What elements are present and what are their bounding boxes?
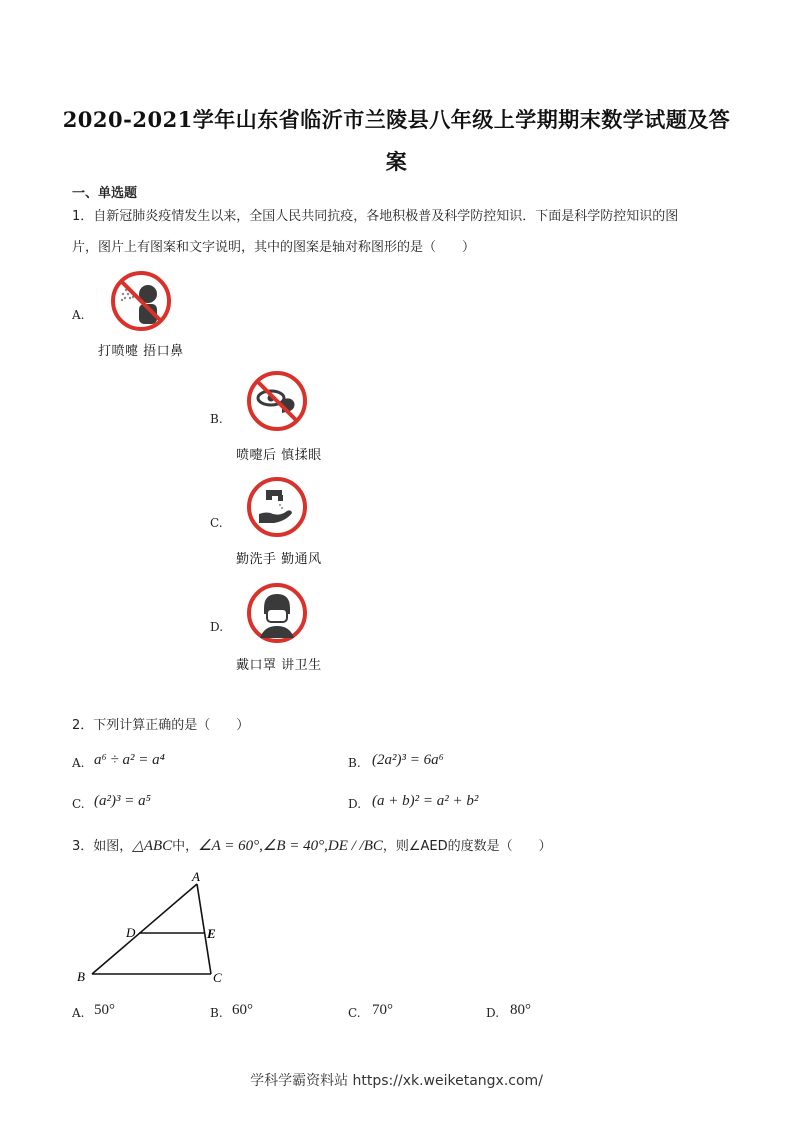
q1-option-d-caption: 戴口罩 讲卫生 — [236, 658, 322, 673]
q3-option-c-value: 70° — [372, 1002, 393, 1018]
q3-option-d-label: D. — [486, 1006, 500, 1020]
q2-option-d-expr: (a + b)² = a² + b² — [372, 793, 479, 809]
section-heading: 一、单选题 — [72, 186, 138, 201]
label-e: E — [207, 926, 216, 941]
q3-suffix: ，则∠AED的度数是（ ） — [382, 839, 552, 854]
label-a: A — [192, 869, 200, 884]
q2-option-d-label: D. — [348, 797, 362, 811]
q3-triangle-figure — [72, 866, 232, 990]
label-c: C — [213, 970, 222, 985]
q2-option-c-label: C. — [72, 797, 85, 811]
q2-option-b-expr: (2a²)³ = 6a⁶ — [372, 752, 444, 768]
q2-option-b-label: B. — [348, 756, 361, 770]
q3-option-c-label: C. — [348, 1006, 361, 1020]
q3-triangle: △ABC — [132, 838, 173, 854]
wear-mask-icon — [244, 580, 310, 650]
q1-option-d-label: D. — [210, 620, 224, 634]
sneeze-cover-icon — [108, 268, 174, 338]
q1-option-b-label: B. — [210, 412, 223, 426]
wash-hands-icon — [244, 474, 310, 544]
q1-option-c-caption: 勤洗手 勤通风 — [236, 552, 322, 567]
q3-option-b-value: 60° — [232, 1002, 253, 1018]
q1-text-line2: 片，图片上有图案和文字说明，其中的图案是轴对称图形的是（ ） — [72, 240, 476, 255]
page-title: 2020-2021学年山东省临沂市兰陵县八年级上学期期末数学试题及答 — [62, 107, 731, 132]
q3-text — [72, 836, 552, 857]
q2-option-c-expr: (a²)³ = a⁵ — [94, 793, 151, 809]
q3-prefix: 3．如图， — [72, 839, 133, 854]
label-d: D — [126, 925, 136, 940]
q3-option-a-label: A. — [72, 1006, 85, 1020]
q1-option-b-caption: 喷嚏后 慎揉眼 — [236, 448, 322, 463]
q3-middle: 中， — [172, 839, 199, 854]
footer-watermark: 学科学霸资料站 https://xk.weiketangx.com/ — [250, 1073, 543, 1089]
q3-condition: ∠A = 60°,∠B = 40°,DE / /BC — [198, 838, 383, 854]
q2-text: 2．下列计算正确的是（ ） — [72, 718, 250, 733]
q1-text-line1: 1．自新冠肺炎疫情发生以来，全国人民共同抗疫，各地积极普及科学防控知识．下面是科学防控知识的图 — [72, 209, 679, 224]
q3-option-a-value: 50° — [94, 1002, 115, 1018]
q1-option-a-label: A. — [72, 308, 85, 322]
side-ab — [92, 884, 197, 974]
page-title-continued: 案 — [385, 149, 408, 174]
q2-option-a-expr: a⁶ ÷ a² = a⁴ — [94, 752, 165, 768]
q3-option-d-value: 80° — [510, 1002, 531, 1018]
q3-option-b-label: B. — [210, 1006, 223, 1020]
q2-option-a-label: A. — [72, 756, 85, 770]
q1-option-c-label: C. — [210, 516, 223, 530]
q1-option-a-caption: 打喷嚏 捂口鼻 — [98, 344, 184, 359]
label-b: B — [77, 969, 85, 984]
no-rub-eyes-icon — [244, 368, 310, 438]
